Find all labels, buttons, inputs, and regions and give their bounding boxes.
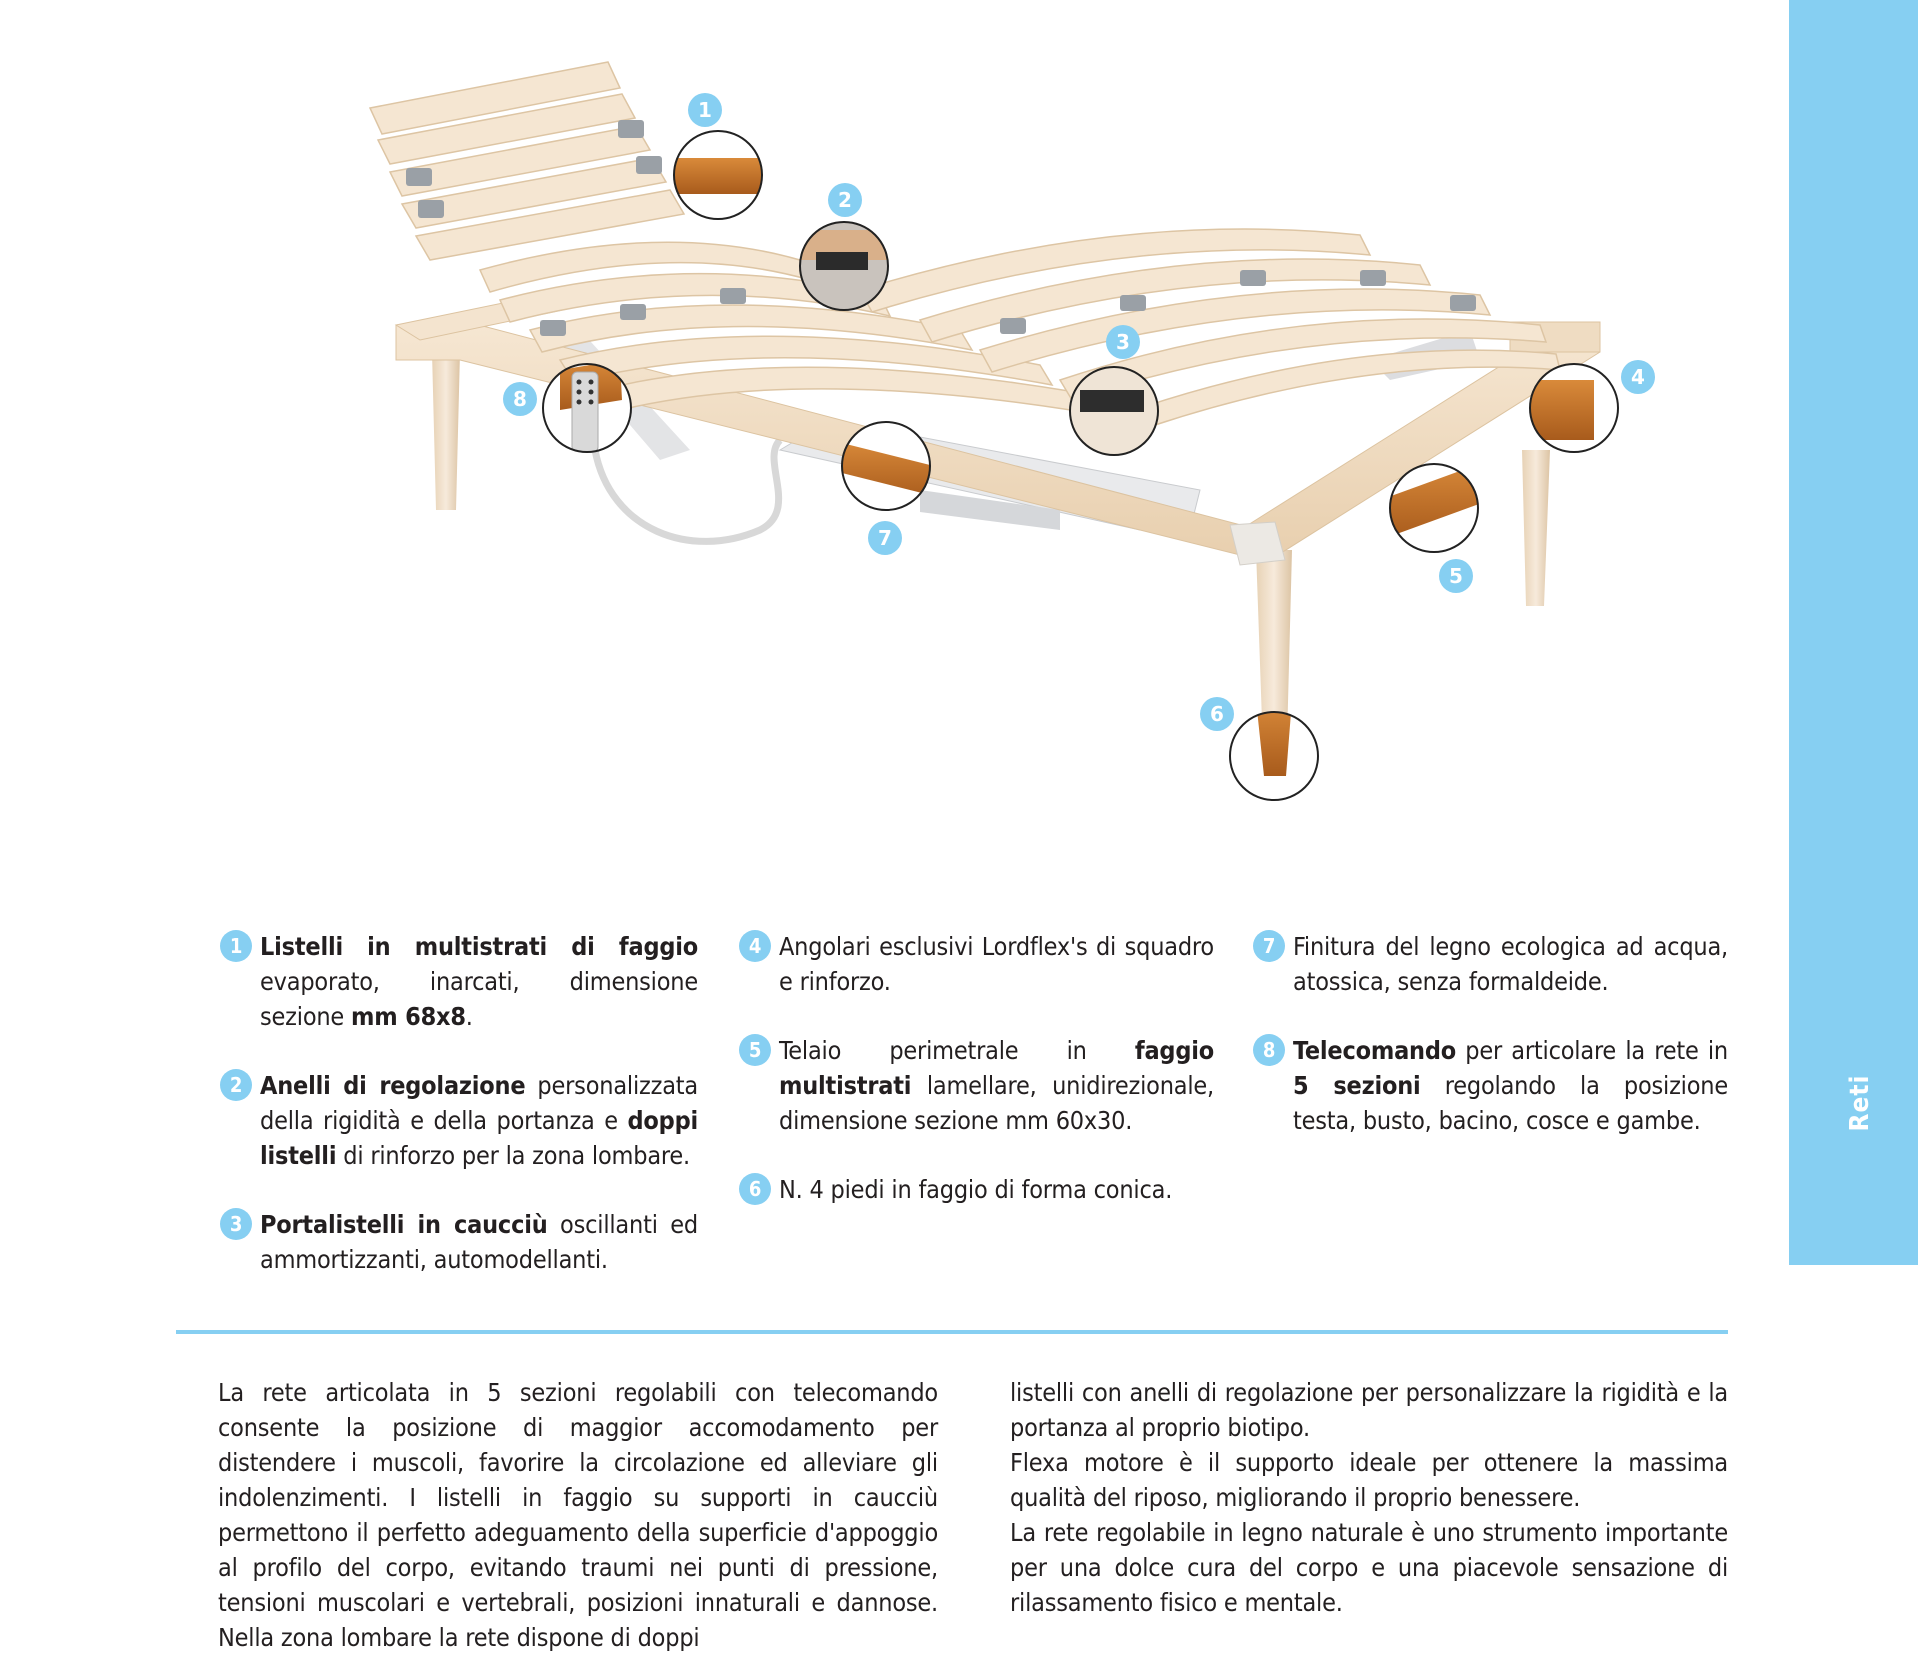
feature-text: Anelli di regolazione personalizzata della rigidità e della portanza e doppi listelli di rinforzo per la zona lombare. (260, 1071, 698, 1170)
feature-text: Telecomando per articolare la rete in 5 sezioni regolando la posizione testa, busto, bacino, cosce e gambe. (1293, 1036, 1728, 1135)
feature-number-badge: 7 (1253, 930, 1285, 962)
feature-text: Angolari esclusivi Lordflex's di squadro e rinforzo. (779, 932, 1214, 996)
feature-item-5 (739, 1033, 1214, 1138)
section-divider (176, 1330, 1728, 1334)
feature-text: Telaio perimetrale in faggio multistrati lamellare, unidirezionale, dimensione sezione mm 60x30. (779, 1036, 1214, 1135)
svg-text:5: 5 (1449, 564, 1463, 588)
svg-text:3: 3 (1116, 330, 1130, 354)
feature-number-badge: 4 (739, 930, 771, 962)
feature-item-1 (220, 929, 698, 1034)
feature-number-badge: 1 (220, 930, 252, 962)
feature-item-8 (1253, 1033, 1728, 1138)
feature-number-badge: 6 (739, 1173, 771, 1205)
callout-3 (1106, 325, 1140, 359)
body-text-left (218, 1375, 938, 1655)
svg-text:7: 7 (878, 526, 892, 550)
feature-text: Listelli in multistrati di faggio evaporato, inarcati, dimensione sezione mm 68x8. (260, 932, 698, 1031)
body-text-right (1010, 1375, 1728, 1620)
callout-1 (688, 93, 722, 127)
bed-base-illustration (360, 60, 1680, 820)
feature-text: N. 4 piedi in faggio di forma conica. (779, 1175, 1173, 1204)
feature-item-2 (220, 1068, 698, 1173)
feature-item-3 (220, 1207, 698, 1277)
callout-4 (1621, 360, 1655, 394)
callout-2 (828, 183, 862, 217)
svg-text:8: 8 (513, 387, 527, 411)
callout-6 (1200, 697, 1234, 731)
callout-5 (1439, 559, 1473, 593)
svg-text:6: 6 (1210, 702, 1224, 726)
callout-7 (868, 521, 902, 555)
svg-text:2: 2 (838, 188, 852, 212)
feature-item-4 (739, 929, 1214, 999)
callout-8 (503, 382, 537, 416)
body-paragraph: La rete articolata in 5 sezioni regolabili con telecomando consente la posizione di maggior accomodamento per distendere i muscoli, favorire la circolazione ed alleviare gli indolenzimenti. I listelli in faggio su supporti in caucciù permettono il perfetto adeguamento della superficie d'appoggio al profilo del corpo, evitando traumi nei punti di pressione, tensioni muscolari e vertebrali, posizioni innaturali e dannose. Nella zona lombare la rete dispone di doppi (218, 1378, 938, 1652)
svg-text:1: 1 (698, 98, 712, 122)
body-paragraph: Flexa motore è il supporto ideale per ottenere la massima qualità del riposo, migliorando il proprio benessere. (1010, 1448, 1728, 1512)
feature-item-7 (1253, 929, 1728, 999)
side-tab-label: Reti (1845, 1074, 1875, 1132)
feature-text: Portalistelli in caucciù oscillanti ed ammortizzanti, automodellanti. (260, 1210, 698, 1274)
feature-item-6 (739, 1172, 1214, 1207)
feature-number-badge: 8 (1253, 1034, 1285, 1066)
svg-text:4: 4 (1631, 365, 1645, 389)
body-paragraph: La rete regolabile in legno naturale è uno strumento importante per una dolce cura del corpo e una piacevole sensazione di rilassamento fisico e mentale. (1010, 1518, 1728, 1617)
body-paragraph: listelli con anelli di regolazione per personalizzare la rigidità e la portanza al proprio biotipo. (1010, 1378, 1728, 1442)
feature-text: Finitura del legno ecologica ad acqua, atossica, senza formaldeide. (1293, 932, 1728, 996)
feature-number-badge: 5 (739, 1034, 771, 1066)
feature-number-badge: 2 (220, 1069, 252, 1101)
feature-number-badge: 3 (220, 1208, 252, 1240)
